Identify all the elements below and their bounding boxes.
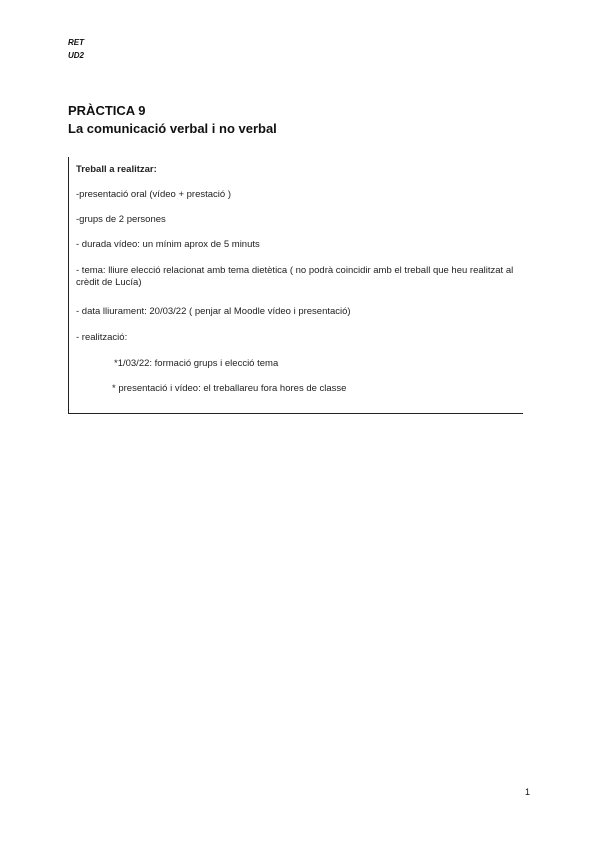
task-heading: Treball a realitzar: — [76, 164, 157, 175]
task-item-presentation: -presentació oral (vídeo + prestació ) — [76, 189, 231, 200]
page-title — [68, 102, 277, 138]
document-code-line-1: RET — [68, 38, 84, 47]
task-item-execution: - realització: — [76, 332, 128, 343]
task-item-groups: -grups de 2 persones — [76, 214, 166, 225]
document-code — [68, 36, 84, 62]
practice-subject: La comunicació verbal i no verbal — [68, 121, 277, 136]
practice-number: PRÀCTICA 9 — [68, 103, 146, 118]
task-item-deadline: - data lliurament: 20/03/22 ( penjar al Moodle vídeo i presentació) — [76, 306, 351, 317]
page-number: 1 — [525, 787, 531, 797]
task-subitem-groups-date: *1/03/22: formació grups i elecció tema — [114, 358, 279, 369]
task-item-topic: - tema: lliure elecció relacionat amb tema dietètica ( no podrà coincidir amb el treball que heu realitzat al crèdit de Lucía) — [76, 265, 514, 288]
task-item-duration: - durada vídeo: un mínim aprox de 5 minuts — [76, 239, 260, 250]
task-box — [68, 157, 523, 414]
document-code-line-2: UD2 — [68, 51, 85, 60]
task-subitem-work-outside: * presentació i vídeo: el treballareu fora hores de classe — [112, 383, 347, 394]
